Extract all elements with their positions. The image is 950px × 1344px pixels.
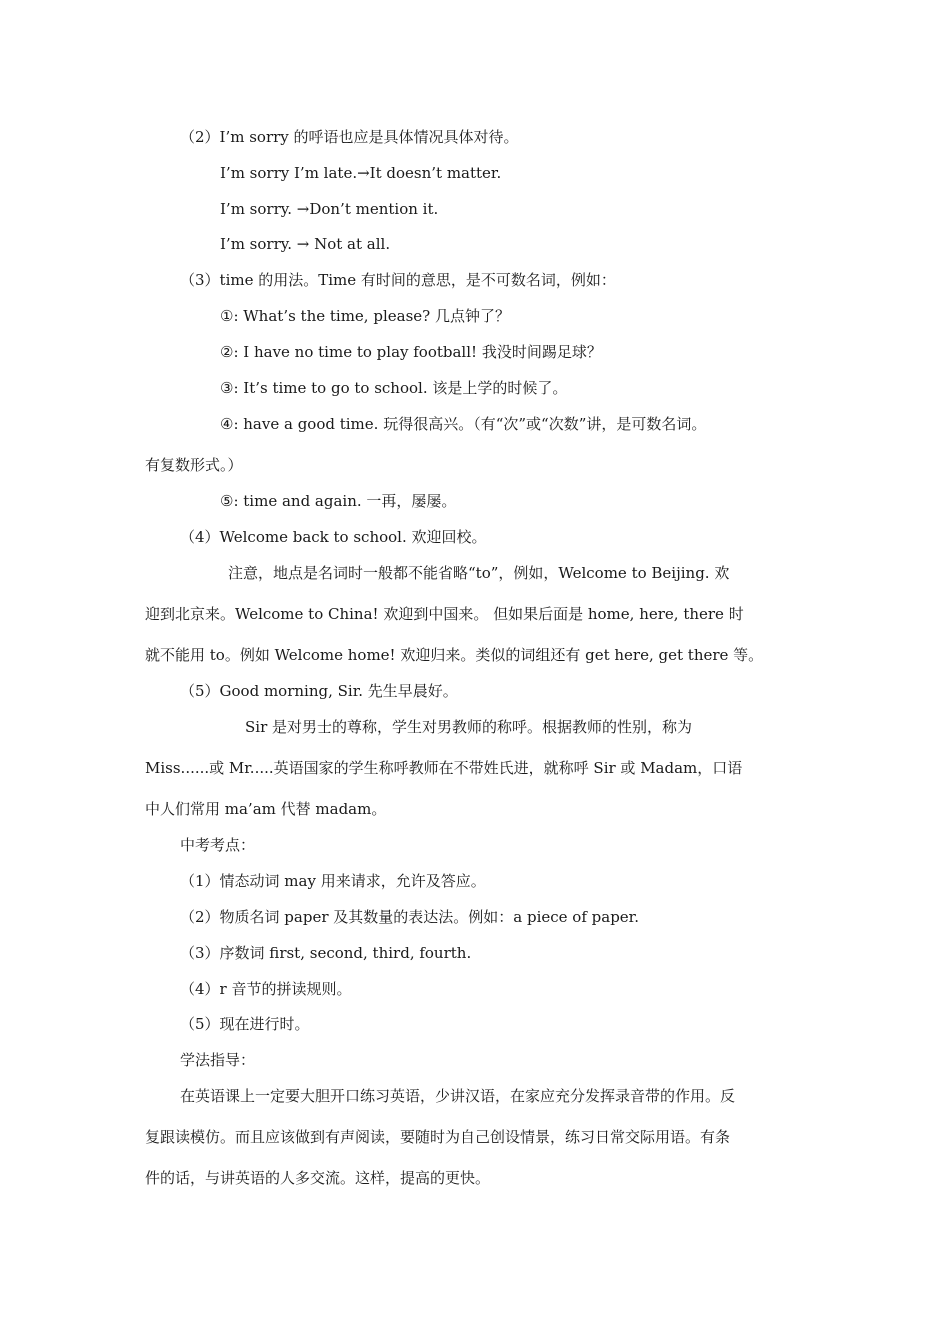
text-line: 就不能用 to。例如 Welcome home! 欢迎归来。类似的词组还有 get here, get there 等。 xyxy=(145,646,764,664)
section-heading: 中考考点： xyxy=(180,836,256,854)
text-line: （3）序数词 first, second, third, fourth. xyxy=(180,944,472,962)
text-line: ④: have a good time. 玩得很高兴。（有“次”或“次数”讲，是可数名词。 xyxy=(220,415,707,433)
text-line: 注意，地点是名词时一般都不能省略“to”，例如，Welcome to Beijing. 欢 xyxy=(228,564,730,582)
text-line: Miss......或 Mr.....英语国家的学生称呼教师在不带姓氏进，就称呼 Sir 或 Madam，口语 xyxy=(145,759,743,777)
text-line: （5）现在进行时。 xyxy=(180,1015,310,1033)
text-line: （2）物质名词 paper 及其数量的表达法。例如：a piece of paper. xyxy=(180,908,639,926)
text-line: （1）情态动词 may 用来请求，允许及答应。 xyxy=(180,872,486,890)
section-heading: 学法指导： xyxy=(180,1051,256,1069)
text-line: I’m sorry. → Not at all. xyxy=(220,235,391,253)
text-line: （2）I’m sorry 的呼语也应是具体情况具体对待。 xyxy=(180,128,519,146)
text-line: I’m sorry. →Don’t mention it. xyxy=(220,200,439,218)
text-line: 在英语课上一定要大胆开口练习英语，少讲汉语，在家应充分发挥录音带的作用。反 xyxy=(180,1087,736,1105)
text-line: （5）Good morning, Sir. 先生早晨好。 xyxy=(180,682,458,700)
text-line: I’m sorry I’m late.→It doesn’t matter. xyxy=(220,164,502,182)
text-line: 件的话，与讲英语的人多交流。这样，提高的更快。 xyxy=(145,1169,491,1187)
text-line: 有复数形式。） xyxy=(145,456,243,474)
text-line: （4）r 音节的拼读规则。 xyxy=(180,980,352,998)
text-line: ⑤: time and again. 一再，屡屡。 xyxy=(220,492,457,510)
text-line: Sir 是对男士的尊称，学生对男教师的称呼。根据教师的性别，称为 xyxy=(245,718,693,736)
text-line: 复跟读模仿。而且应该做到有声阅读，要随时为自己创设情景，练习日常交际用语。有条 xyxy=(145,1128,731,1146)
text-line: （3）time 的用法。Time 有时间的意思，是不可数名词，例如： xyxy=(180,271,616,289)
text-line: ③: It’s time to go to school. 该是上学的时候了。 xyxy=(220,379,568,397)
text-line: （4）Welcome back to school. 欢迎回校。 xyxy=(180,528,487,546)
text-line: 中人们常用 ma’am 代替 madam。 xyxy=(145,800,387,818)
text-line: 迎到北京来。Welcome to China! 欢迎到中国来。 但如果后面是 home, here, there 时 xyxy=(145,605,744,623)
text-line: ②: I have no time to play football! 我没时间踢足球？ xyxy=(220,343,602,361)
text-line: ①: What’s the time, please? 几点钟了？ xyxy=(220,307,510,325)
